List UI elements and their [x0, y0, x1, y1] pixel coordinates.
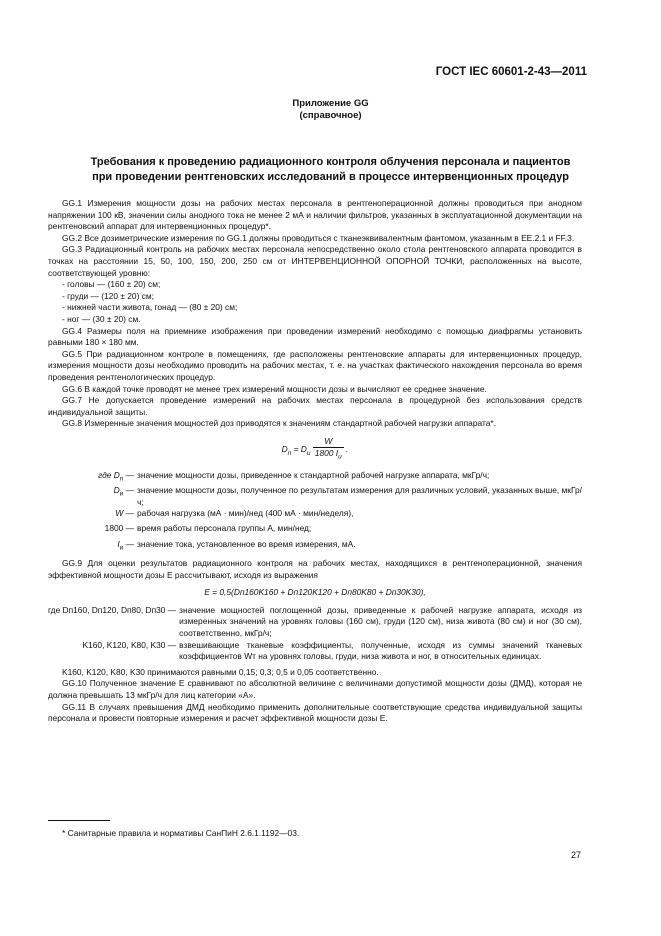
where-symbol: 1800 —	[104, 523, 134, 534]
clause-gg7: GG.7 Не допускается проведение измерений на рабочих местах персонала в процедурной без использования средств индивидуальной защиты.	[48, 395, 582, 417]
fraction-numerator: W	[313, 436, 344, 449]
where-symbol: где Dп160, Dп120, Dп80, Dп30 —	[48, 604, 177, 615]
formula-eq: =	[291, 444, 301, 455]
formula-rhs-sub: и	[306, 449, 311, 457]
where-row	[48, 485, 582, 508]
formula-end: .	[343, 444, 349, 455]
clause-gg2: GG.2 Все дозиметрические измерения по GG.1 должны проводиться с тканеэквивалентным фантомом, указанным в EE.2.1 и FF.3.	[62, 232, 575, 243]
where-list-1	[48, 470, 582, 554]
denominator-text: 1800 I	[314, 448, 339, 459]
level-item: - нижней части живота, гонад — (80 ± 20) см;	[62, 302, 238, 313]
standard-designation: ГОСТ IEC 60601-2-43—2011	[435, 66, 587, 78]
section-title-line-2: при проведении рентгеновских исследований в процессе интервенционных процедур	[92, 171, 569, 183]
clause-gg6: GG.6 В каждой точке проводят не менее трех измерений мощности дозы и вычисляют ее среднее значение.	[62, 383, 487, 394]
document-body	[48, 198, 582, 725]
where-row	[48, 640, 582, 663]
formula-rhs: D	[300, 444, 307, 455]
where-text: значение мощности дозы, приведенное к стандартной рабочей нагрузке аппарата, мкГр/ч;	[137, 469, 490, 480]
clause-gg9: GG.9 Для оценки результатов радиационного контроля на рабочих местах, находящихся в рентгеноперационной, значения эффективной мощности дозы E рассчитывают, исходя из выражения	[48, 557, 582, 580]
level-item: - ног — (30 ± 20) см.	[62, 313, 141, 324]
where-symbol: $D_и$ —	[113, 485, 134, 498]
where-row	[48, 605, 582, 640]
level-item: - головы — (160 ± 20) см;	[62, 279, 161, 290]
where-text: значение тока, установленное во время измерения, мА.	[137, 538, 356, 549]
section-title-line-1: Требования к проведению радиационного контроля облучения персонала и пациентов	[90, 156, 571, 168]
formula-effective-dose: E = 0,5(Dп160K160 + Dп120K120 + Dп80K80 + Dп30K30),	[204, 587, 426, 598]
clause-gg3: GG.3 Радиационный контроль на рабочих местах персонала непосредственно около стола рентгеновского аппарата проводится в точках на расстоянии 15, 50, 100, 150, 200, 250 см от ИНТЕРВЕНЦИОННОЙ ОПОРНОЙ ТОЧКИ, расположенных на высоте, соответствующей уровню:	[48, 244, 582, 278]
where-symbol: $I_и$ —	[117, 538, 134, 552]
clause-gg4: GG.4 Размеры поля на приемнике изображения при проведении измерений необходимо с помощью диафрагмы установить равными 180 × 180 мм.	[48, 325, 582, 348]
where-text: время работы персонала группы А, мин/нед;	[137, 523, 312, 534]
clause-gg8: GG.8 Измеренные значения мощностей доз приводятся к значениям стандартной рабочей нагрузки аппарата*.	[62, 418, 496, 429]
footnote-separator	[48, 820, 110, 821]
where-row	[48, 523, 582, 538]
where-text: рабочая нагрузка (мА · мин)/нед (400 мА · мин/неделя),	[137, 508, 354, 519]
where-list-2	[48, 605, 582, 663]
footnote: * Санитарные правила и нормативы СанПиН 2.6.1.1192—03.	[62, 828, 300, 838]
annex-subtitle: (справочное)	[299, 110, 362, 121]
clause-gg1: GG.1 Измерения мощности дозы на рабочих местах персонала в рентгеноперационной должны проводиться при анодном напряжении 100 кВ, значении силы анодного тока не менее 2 мА и наличии фильтров, указанных в эксплуатационной документации на рентгеновский аппарат для интервенционных процедур*.	[48, 198, 582, 232]
level-item: - груди — (120 ± 20) см;	[62, 290, 154, 301]
where-text: взвешивающие тканевые коэффициенты, полученные, исходя из суммы значений тканевых коэффициентов Wт на уровнях головы, груди, низа живота и ног, в относительных единицах.	[179, 639, 582, 662]
formula-lhs: D	[281, 444, 288, 455]
page-number: 27	[570, 850, 581, 860]
clause-gg5: GG.5 При радиационном контроле в помещениях, где расположены рентгеновские аппараты для интервенционных процедур, измерения мощности дозы необходимо проводить на рабочих местах, т. е. на участках фактического нахождения персонала во время проведения рентгенологических процедур.	[48, 348, 582, 382]
where-symbol: W —	[115, 508, 134, 519]
where-row	[48, 539, 582, 554]
clause-gg10: GG.10 Полученное значение E сравнивают по абсолютной величине с величинами допустимой мощности дозы (ДМД), которая не должна превышать 13 мкГр/ч для лиц категории «А».	[48, 678, 582, 700]
formula-fraction	[313, 436, 344, 464]
annex-title: Приложение GG	[292, 98, 369, 109]
where-symbol: K160, K120, K80, K30 —	[82, 639, 177, 650]
denominator-sub: и	[338, 454, 342, 462]
formula-dose-normalization	[48, 436, 582, 464]
where-text: значение мощностей поглощенной дозы, приведенные к рабочей нагрузке аппарата, исходя из измеренных значений на уровнях головы (160 см), груди (120 см), низа живота (80 см) и ног (30 см), соответственно, мкГр/ч;	[179, 604, 582, 638]
k-values-statement: K160, K120, K80, K30 принимаются равными 0,15; 0,3; 0,5 и 0,05 соответственно.	[62, 666, 379, 677]
clause-gg11: GG.11 В случаях превышения ДМД необходимо применить дополнительные соответствующие средства индивидуальной защиты персонала и провести повторные измерения и расчет эффективной мощности дозы E.	[48, 701, 582, 724]
where-row	[48, 508, 582, 523]
where-symbol: где $D_п$ —	[98, 469, 134, 483]
formula-lhs-sub: п	[287, 449, 292, 457]
fraction-denominator	[313, 448, 344, 463]
where-text: значение мощности дозы, полученное по результатам измерения для различных условий, указанных выше, мкГр/ч;	[137, 485, 582, 507]
section-title	[60, 155, 601, 185]
where-row	[48, 470, 582, 485]
